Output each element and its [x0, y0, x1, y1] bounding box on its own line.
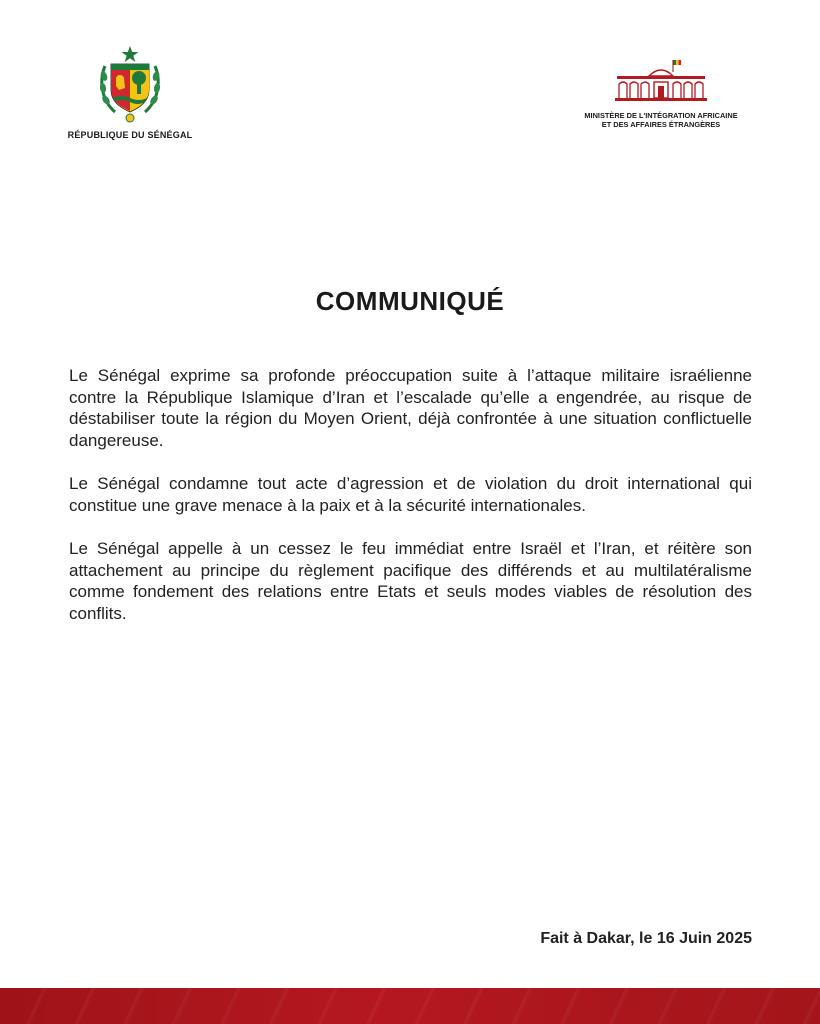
ministry-building-icon: [613, 58, 709, 104]
paragraph-1: Le Sénégal exprime sa profonde préoccupation suite à l’attaque militaire israélienne contre la République Islamique d’Iran et l’escalade qu’elle a engendrée, au risque de déstabiliser toute la région du Moyen Orient, déjà confrontée à une situation conflictuelle dangereuse.: [69, 366, 752, 450]
ministry-name-line2: ET DES AFFAIRES ÉTRANGÈRES: [601, 120, 721, 130]
signature-line: Fait à Dakar, le 16 Juin 2025: [540, 930, 752, 947]
republic-header: [62, 44, 198, 140]
ministry-name-line1: MINISTÈRE DE L'INTÉGRATION AFRICAINE: [584, 111, 738, 120]
communique-body: [69, 365, 752, 646]
ministry-name: [566, 111, 756, 130]
paragraph-3: Le Sénégal appelle à un cessez le feu immédiat entre Israël et l’Iran, et réitère son attachement au principe du règlement pacifique des différends et au multilatéralisme comme fondement des relations entre Etats et seuls modes viables de résolution des conflits.: [69, 539, 752, 623]
document-title: COMMUNIQUÉ: [315, 286, 505, 316]
ministry-header: [566, 58, 756, 130]
footer-band: [0, 988, 820, 1024]
republic-name: RÉPUBLIQUE DU SÉNÉGAL: [67, 130, 193, 140]
paragraph-2: Le Sénégal condamne tout acte d’agression et de violation du droit international qui constitue une grave menace à la paix et à la sécurité internationales.: [69, 474, 752, 515]
coat-of-arms-icon: [97, 44, 163, 124]
